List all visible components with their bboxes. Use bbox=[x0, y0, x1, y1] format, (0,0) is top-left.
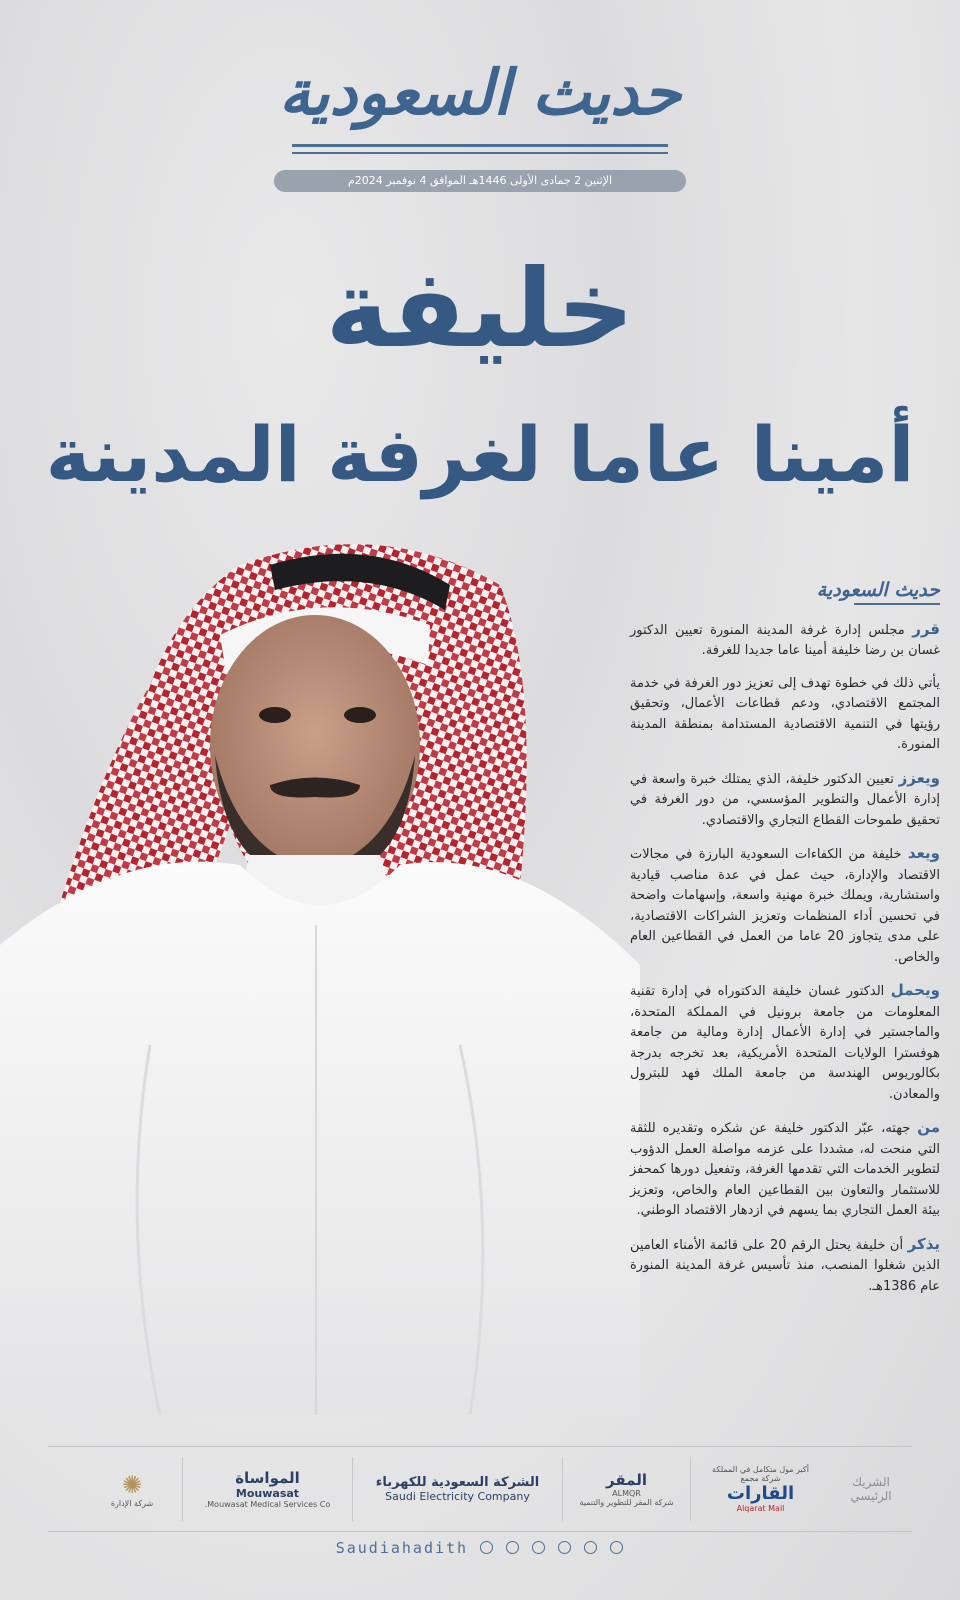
brand-rule bbox=[292, 144, 668, 156]
main-partner-label: الشريك الرئيسي bbox=[850, 1475, 892, 1503]
article-paragraph bbox=[630, 843, 940, 968]
paragraph-text: يأتي ذلك في خطوة تهدف إلى تعزيز دور الغرفة في خدمة المجتمع الاقتصادي، ودعم قطاعات الأعمال، وتحقيق رؤيتها في التنمية الاقتصادية المستدامة بمنطقة المدينة المنورة. bbox=[630, 675, 940, 752]
article-paragraph bbox=[630, 768, 940, 832]
paragraph-text: أن خليفة يحتل الرقم 20 على قائمة الأمناء العامين الذين شغلوا المنصب، منذ تأسيس غرفة المدينة المنورة عام 1386هـ. bbox=[630, 1237, 940, 1294]
idara-emblem-icon: ✺ bbox=[121, 1470, 143, 1499]
article-paragraph bbox=[630, 980, 940, 1105]
mouwasat-sub: Mouwasat Medical Services Co. bbox=[204, 1500, 331, 1509]
paragraph-lead: ويعزز bbox=[898, 768, 940, 787]
sec-name-en: Saudi Electricity Company bbox=[385, 1490, 530, 1503]
paragraph-text: جهته، عبّر الدكتور خليفة عن شكره وتقديره للثقة التي منحت له، مشددا على عزمه مواصلة العمل الدؤوب لتطوير الخدمات التي تقدمها الغرفة، وتفعيل دورها كمحفز للاستثمار والتعاون بين القطاعين العام والخاص، وتعزيز بيئة العمل التجاري بما يسهم في ازدهار الاقتصاد الوطني. bbox=[630, 1121, 940, 1218]
article-paragraph bbox=[630, 1117, 940, 1222]
mouwasat-name-ar: المواساة bbox=[235, 1469, 300, 1487]
alqarat-tagline: أكبر مول متكامل في المملكة bbox=[712, 1465, 809, 1474]
headline-name: خليفة bbox=[325, 247, 635, 372]
at-icon[interactable] bbox=[584, 1541, 597, 1554]
article-byline: حديث السعودية bbox=[630, 580, 940, 605]
sponsor-alqarat-logo bbox=[690, 1457, 830, 1521]
mouwasat-name-en: Mouwasat bbox=[235, 1487, 300, 1500]
social-handle[interactable]: Saudiahadith bbox=[335, 1539, 469, 1557]
snapchat-icon[interactable] bbox=[506, 1541, 519, 1554]
alqarat-name: القارات bbox=[726, 1483, 795, 1504]
paragraph-lead: من bbox=[917, 1118, 940, 1136]
paragraph-text: تعيين الدكتور خليفة، الذي يمتلك خبرة واسعة في إدارة الأعمال والتطوير المؤسسي، من دور الغرفة في تحقيق طموحات القطاع التجاري والاقتصادي. bbox=[630, 771, 940, 828]
paragraph-text: خليفة من الكفاءات السعودية البارزة في مجالات الاقتصاد والإدارة، حيث عمل في عدة مناصب قيادية واستشارية، ويملك خبرة مهنية واسعة، وإسهامات واضحة في تحسين أداء المنظمات وتعزيز الشراكات الاقتصادية، على مدى يتجاوز 20 عاما من العمل في القطاعين العام والخاص. bbox=[630, 847, 940, 965]
date-line: الإثنين 2 جمادى الأولى 1446هـ الموافق 4 نوفمبر 2024م bbox=[274, 170, 686, 192]
sec-name-ar: الشركة السعودية للكهرباء bbox=[375, 1475, 540, 1490]
paragraph-lead: ويعد bbox=[907, 844, 940, 862]
youtube-icon[interactable] bbox=[480, 1541, 493, 1554]
article-paragraph bbox=[630, 619, 940, 662]
instagram-icon[interactable] bbox=[532, 1541, 545, 1554]
almaqar-en: ALMQR bbox=[612, 1489, 641, 1498]
article-body bbox=[630, 580, 940, 1420]
sponsors-bar bbox=[48, 1446, 912, 1532]
article-paragraph bbox=[630, 1234, 940, 1298]
brand-logo: حديث السعودية bbox=[278, 56, 682, 129]
alqarat-en: Alqarat Mall bbox=[736, 1504, 785, 1513]
headline-title: أمينا عاما لغرفة المدينة bbox=[45, 410, 915, 499]
paragraph-text: مجلس إدارة غرفة المدينة المنورة تعيين الدكتور غسان بن رضا خليفة أمينا عاما جديدا للغرفة. bbox=[630, 622, 940, 658]
paragraph-lead: ويحمل bbox=[890, 981, 940, 999]
paragraph-text: الدكتور غسان خليفة الدكتوراه في إدارة تقنية المعلومات من جامعة برونيل في المملكة المتحدة، والماجستير في إدارة الأعمال إدارة ومالية من جامعة هوفسترا الولايات المتحدة الأمريكية، بعد تخرجه بدرجة بكالوريوس الهندسة من جامعة الملك فهد للبترول والمعادن. bbox=[630, 984, 940, 1102]
x-icon[interactable] bbox=[558, 1541, 571, 1554]
sponsor-mouwasat-logo bbox=[182, 1457, 352, 1521]
paragraph-lead: يذكر bbox=[907, 1234, 940, 1253]
idara-name: شركة الإدارة bbox=[110, 1498, 154, 1508]
alqarat-prefix: شركة مجمع bbox=[740, 1474, 781, 1483]
sponsor-almaqar-logo bbox=[562, 1457, 690, 1521]
article-paragraph bbox=[630, 674, 940, 756]
sponsor-sec-logo bbox=[352, 1457, 562, 1521]
paragraph-lead: قرر bbox=[912, 619, 940, 638]
globe-icon[interactable] bbox=[610, 1541, 623, 1554]
social-footer bbox=[0, 1539, 960, 1557]
sponsor-idara-logo bbox=[82, 1457, 182, 1521]
portrait-photo bbox=[0, 525, 640, 1415]
masthead bbox=[0, 48, 960, 192]
almaqar-sub: شركة المقر للتطوير والتنمية bbox=[579, 1498, 674, 1507]
almaqar-name: المقر bbox=[606, 1471, 647, 1489]
